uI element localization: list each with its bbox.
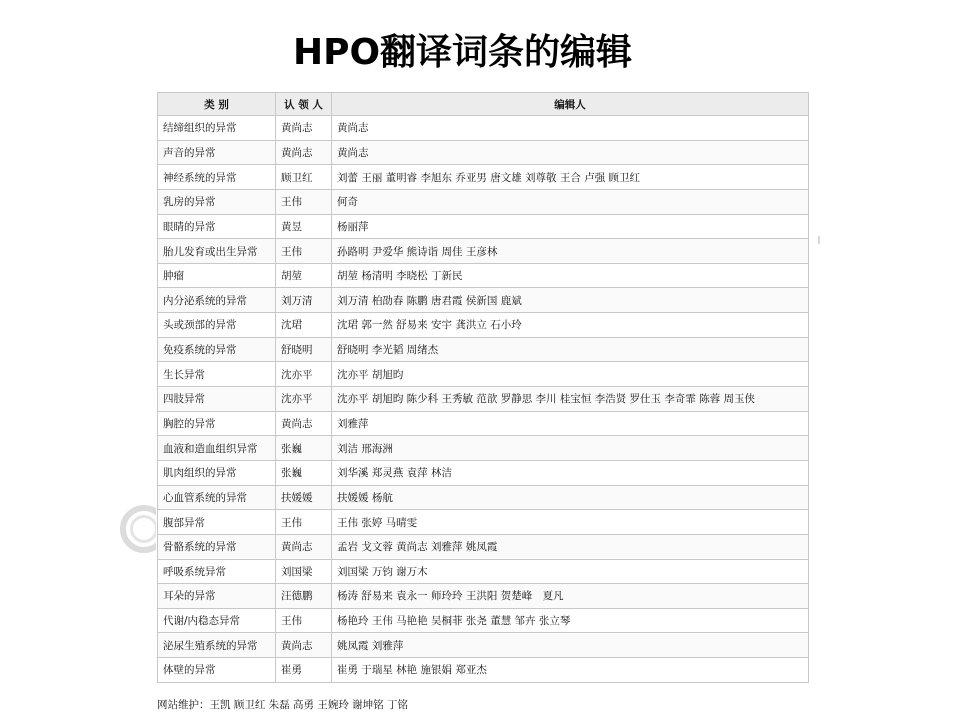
table-row (158, 214, 809, 239)
editors-cell: 刘万清 柏劭春 陈鹏 唐君霞 侯新国 鹿斌 (332, 288, 809, 313)
table-row (158, 387, 809, 412)
claimer-cell: 沈亦平 (276, 387, 332, 412)
claimer-cell: 胡堃 (276, 263, 332, 288)
claimer-cell: 张巍 (276, 436, 332, 461)
claimer-cell: 黄尚志 (276, 411, 332, 436)
category-cell: 头或颈部的异常 (158, 313, 276, 338)
table-row (158, 165, 809, 190)
table-row (158, 658, 809, 683)
editors-cell: 杨丽萍 (332, 214, 809, 239)
claimer-cell: 沈亦平 (276, 362, 332, 387)
claimer-cell: 舒晓明 (276, 337, 332, 362)
claimer-cell: 刘万清 (276, 288, 332, 313)
category-cell: 腹部异常 (158, 510, 276, 535)
claimer-cell: 沈珺 (276, 313, 332, 338)
claimer-cell: 黄尚志 (276, 140, 332, 165)
table-row (158, 584, 809, 609)
page-title: HPO翻译词条的编辑 (292, 32, 633, 73)
claimer-cell: 张巍 (276, 460, 332, 485)
editors-cell: 黄尚志 (332, 116, 809, 141)
category-cell: 生长异常 (158, 362, 276, 387)
editors-cell: 何奇 (332, 189, 809, 214)
table-row (158, 534, 809, 559)
table-row (158, 362, 809, 387)
header-editors: 编辑人 (332, 93, 809, 116)
category-cell: 胎儿发育或出生异常 (158, 239, 276, 264)
table-row (158, 633, 809, 658)
hpo-editor-table (157, 92, 809, 683)
claimer-cell: 黄尚志 (276, 534, 332, 559)
claimer-cell: 黄尚志 (276, 116, 332, 141)
editors-cell: 刘国梁 万钧 谢万木 (332, 559, 809, 584)
table-row (158, 337, 809, 362)
table-row (158, 140, 809, 165)
decorative-ring-icon (120, 505, 156, 557)
claimer-cell: 王伟 (276, 239, 332, 264)
table-row (158, 485, 809, 510)
table-row (158, 559, 809, 584)
editors-cell: 刘雅萍 (332, 411, 809, 436)
category-cell: 肌肉组织的异常 (158, 460, 276, 485)
table-header-row (158, 93, 809, 116)
editors-cell: 沈珺 郭一然 舒易来 安宇 龚洪立 石小玲 (332, 313, 809, 338)
claimer-cell: 王伟 (276, 608, 332, 633)
editors-cell: 刘洁 邢海洲 (332, 436, 809, 461)
editors-cell: 杨涛 舒易来 袁永一 师玲玲 王洪阳 贺楚峰 夏凡 (332, 584, 809, 609)
editors-cell: 扶媛媛 杨航 (332, 485, 809, 510)
claimer-cell: 汪德鹏 (276, 584, 332, 609)
table-row (158, 116, 809, 141)
category-cell: 眼睛的异常 (158, 214, 276, 239)
header-claimer: 认 领 人 (276, 93, 332, 116)
table-row (158, 239, 809, 264)
category-cell: 神经系统的异常 (158, 165, 276, 190)
claimer-cell: 顾卫红 (276, 165, 332, 190)
category-cell: 耳朵的异常 (158, 584, 276, 609)
editors-cell: 姚凤霞 刘雅萍 (332, 633, 809, 658)
site-maintenance-credits: 网站维护：王凯 顾卫红 朱磊 高勇 王婉玲 谢坤铭 丁铭 (157, 699, 409, 711)
category-cell: 结缔组织的异常 (158, 116, 276, 141)
table-row (158, 460, 809, 485)
editors-cell: 王伟 张婷 马晴雯 (332, 510, 809, 535)
category-cell: 体壁的异常 (158, 658, 276, 683)
table-row (158, 263, 809, 288)
category-cell: 内分泌系统的异常 (158, 288, 276, 313)
header-category: 类 别 (158, 93, 276, 116)
editors-cell: 沈亦平 胡旭昀 (332, 362, 809, 387)
claimer-cell: 崔勇 (276, 658, 332, 683)
claimer-cell: 刘国梁 (276, 559, 332, 584)
table-row (158, 189, 809, 214)
category-cell: 血液和造血组织异常 (158, 436, 276, 461)
editors-cell: 刘华溪 郑灵燕 袁萍 林洁 (332, 460, 809, 485)
table-row (158, 288, 809, 313)
table-body (158, 116, 809, 683)
editors-cell: 刘蕾 王丽 董明睿 李旭东 乔亚男 唐文雄 刘尊敬 王合 卢强 顾卫红 (332, 165, 809, 190)
category-cell: 心血管系统的异常 (158, 485, 276, 510)
category-cell: 呼吸系统异常 (158, 559, 276, 584)
editors-cell: 杨艳玲 王伟 马艳艳 吴桐菲 张尧 董慧 邹卉 张立琴 (332, 608, 809, 633)
editors-cell: 孙路明 尹爱华 熊诗诣 周佳 王彦林 (332, 239, 809, 264)
claimer-cell: 扶媛媛 (276, 485, 332, 510)
table-row (158, 510, 809, 535)
decorative-tick (818, 236, 820, 244)
category-cell: 四肢异常 (158, 387, 276, 412)
category-cell: 骨骼系统的异常 (158, 534, 276, 559)
category-cell: 泌尿生殖系统的异常 (158, 633, 276, 658)
category-cell: 声音的异常 (158, 140, 276, 165)
table-row (158, 436, 809, 461)
editors-cell: 崔勇 于瑞星 林艳 施银娟 郑亚杰 (332, 658, 809, 683)
editors-cell: 黄尚志 (332, 140, 809, 165)
editors-cell: 胡堃 杨清明 李晓松 丁新民 (332, 263, 809, 288)
table-row (158, 608, 809, 633)
editors-cell: 沈亦平 胡旭昀 陈少科 王秀敏 范歆 罗静思 李川 桂宝恒 李浩贤 罗仕玉 李奇霏 陈蓉 周玉侠 (332, 387, 809, 412)
category-cell: 胸腔的异常 (158, 411, 276, 436)
claimer-cell: 黄尚志 (276, 633, 332, 658)
category-cell: 免疫系统的异常 (158, 337, 276, 362)
table-row (158, 313, 809, 338)
claimer-cell: 王伟 (276, 510, 332, 535)
claimer-cell: 王伟 (276, 189, 332, 214)
category-cell: 代谢/内稳态异常 (158, 608, 276, 633)
claimer-cell: 黄昱 (276, 214, 332, 239)
category-cell: 乳房的异常 (158, 189, 276, 214)
editors-cell: 孟岩 戈文蓉 黄尚志 刘雅萍 姚凤霞 (332, 534, 809, 559)
category-cell: 肿瘤 (158, 263, 276, 288)
table-row (158, 411, 809, 436)
editors-cell: 舒晓明 李光韬 周绪杰 (332, 337, 809, 362)
